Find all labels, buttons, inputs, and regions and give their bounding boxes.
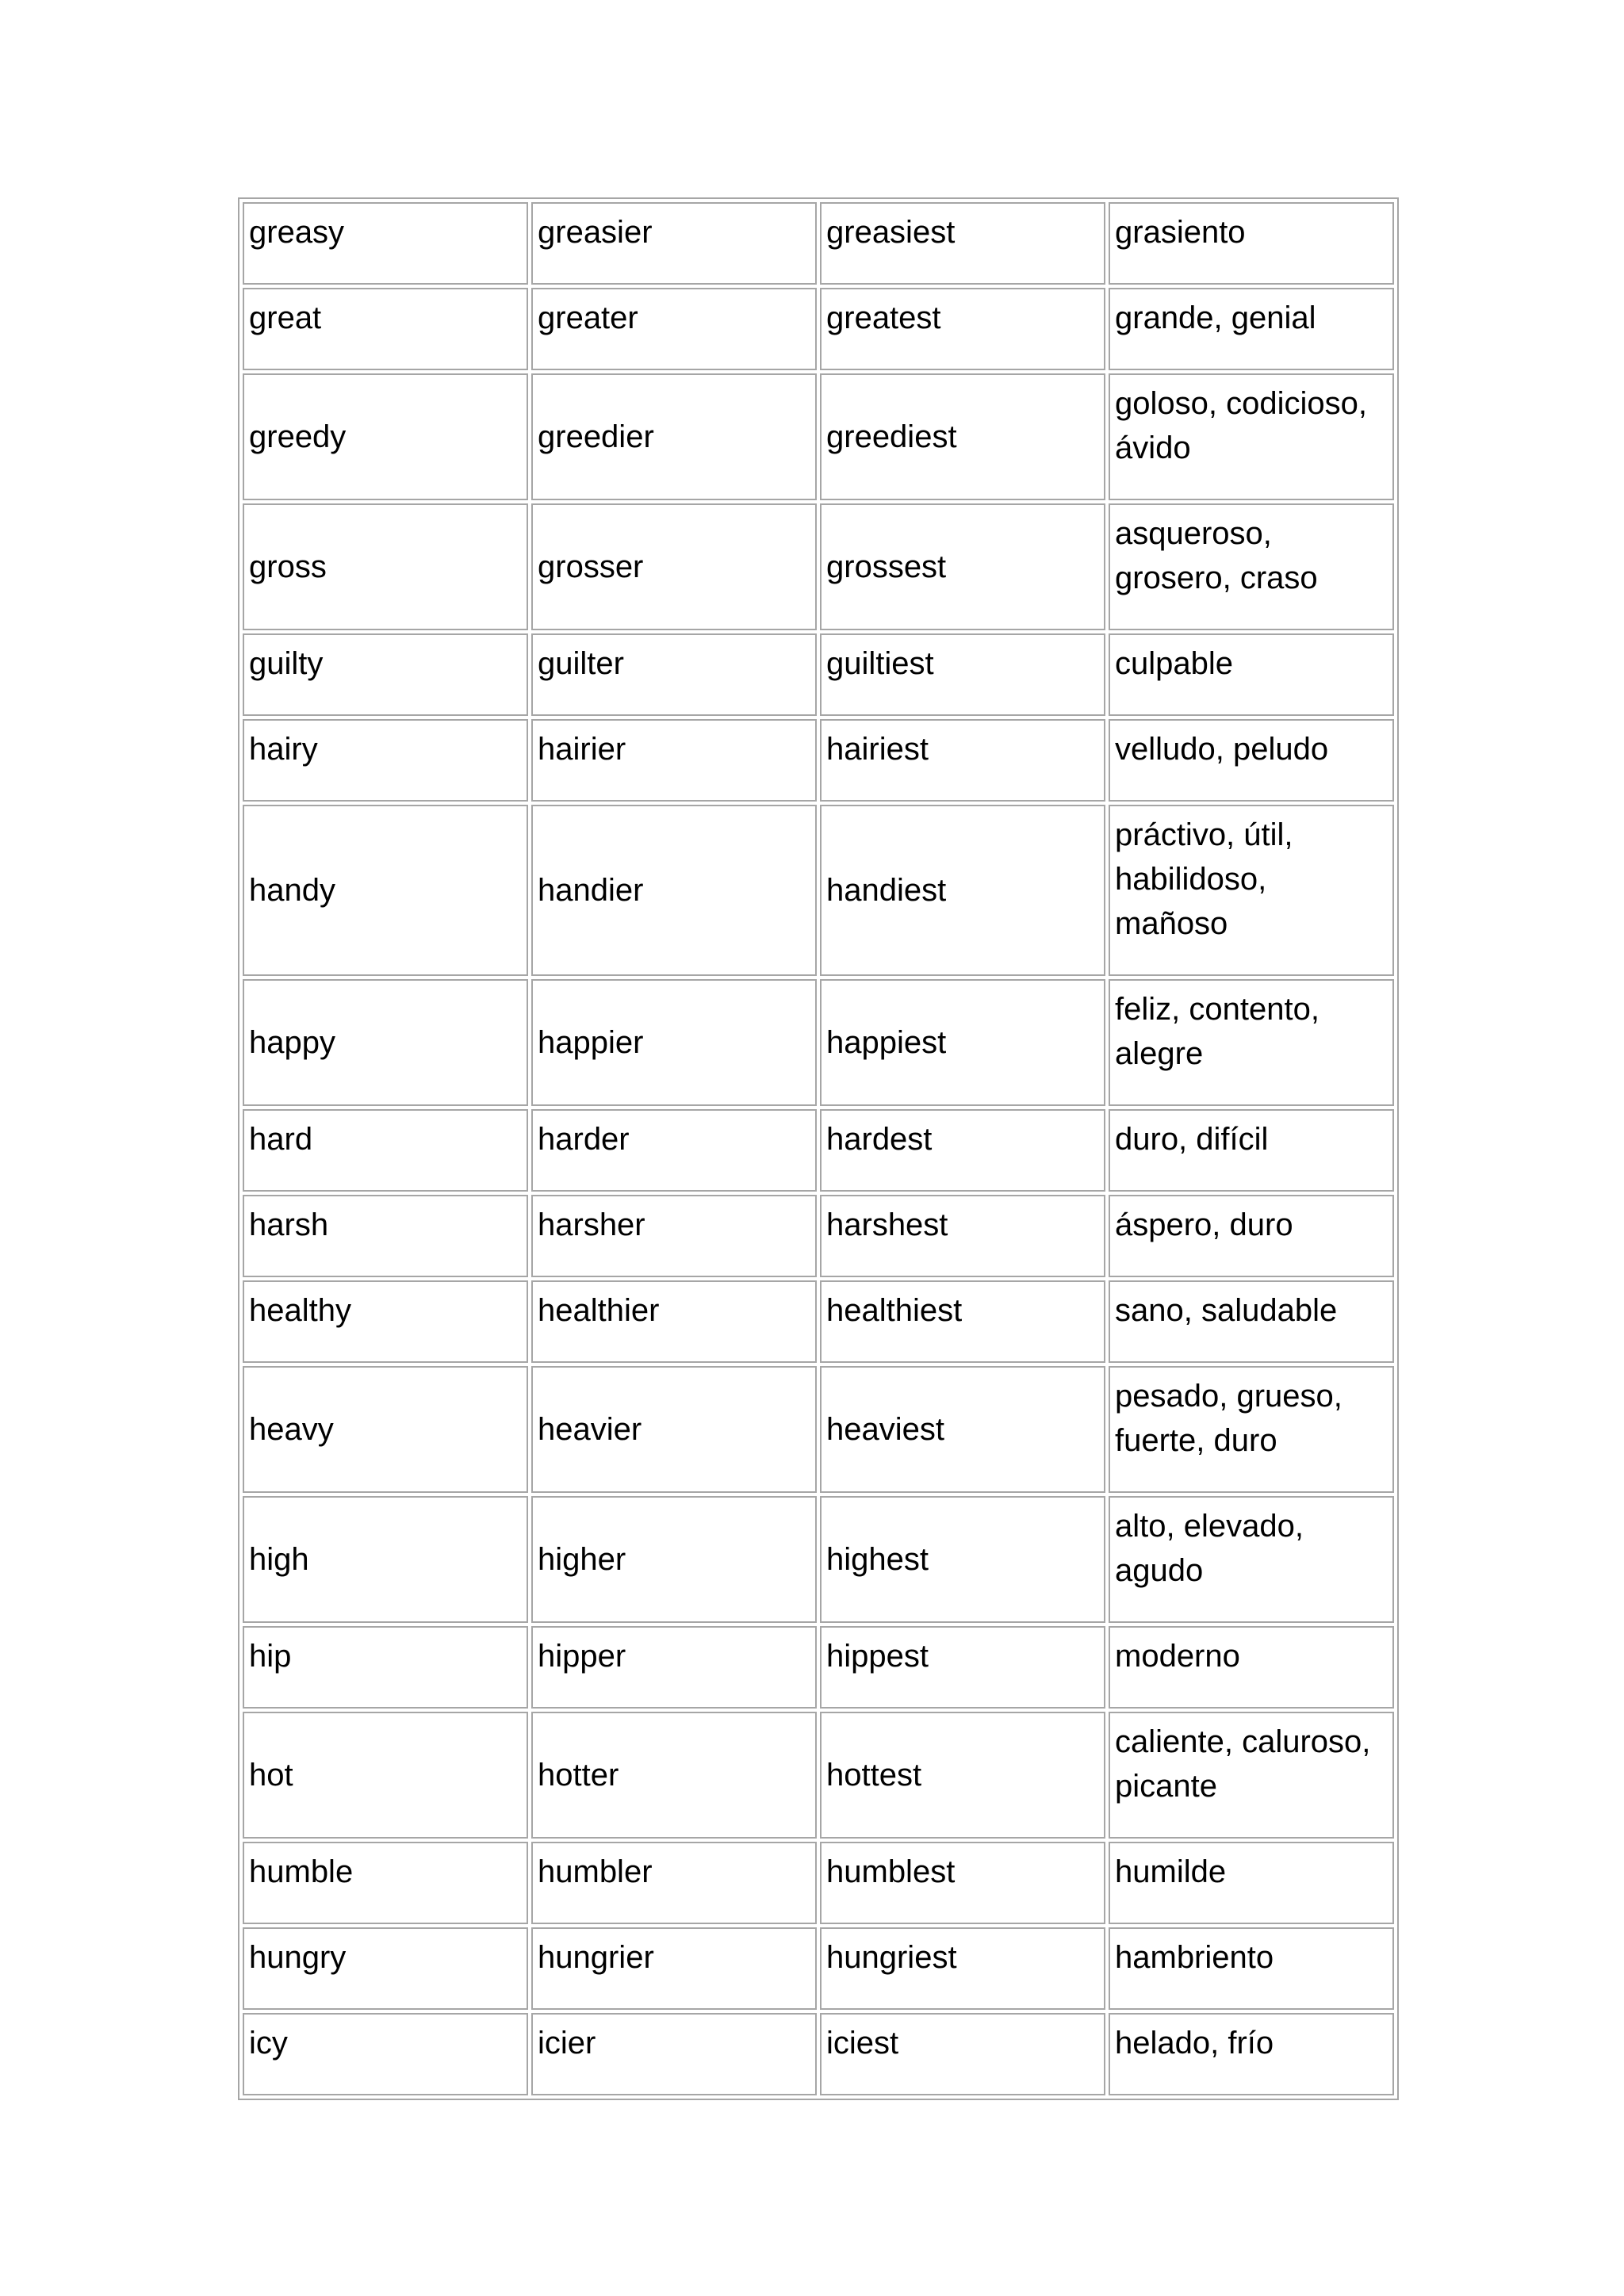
spanish-cell: áspero, duro bbox=[1109, 1195, 1394, 1277]
positive-cell: hot bbox=[243, 1712, 528, 1839]
superlative-cell: happiest bbox=[820, 979, 1105, 1106]
table-row bbox=[243, 1109, 1394, 1192]
positive-cell: icy bbox=[243, 2013, 528, 2095]
positive-cell: greedy bbox=[243, 373, 528, 500]
comparative-cell: greedier bbox=[531, 373, 817, 500]
superlative-cell: humblest bbox=[820, 1842, 1105, 1924]
positive-cell: happy bbox=[243, 979, 528, 1106]
positive-cell: hard bbox=[243, 1109, 528, 1192]
spanish-cell: hambriento bbox=[1109, 1927, 1394, 2010]
positive-cell: hip bbox=[243, 1626, 528, 1709]
spanish-cell: asqueroso, grosero, craso bbox=[1109, 503, 1394, 630]
table-row bbox=[243, 1927, 1394, 2010]
document-page bbox=[238, 197, 1399, 2100]
positive-cell: gross bbox=[243, 503, 528, 630]
table-row bbox=[243, 503, 1394, 630]
positive-cell: great bbox=[243, 288, 528, 370]
comparative-cell: grosser bbox=[531, 503, 817, 630]
spanish-cell: grasiento bbox=[1109, 202, 1394, 285]
spanish-cell: alto, elevado, agudo bbox=[1109, 1496, 1394, 1623]
spanish-cell: pesado, grueso, fuerte, duro bbox=[1109, 1366, 1394, 1493]
table-row bbox=[243, 1195, 1394, 1277]
superlative-cell: grossest bbox=[820, 503, 1105, 630]
superlative-cell: hungriest bbox=[820, 1927, 1105, 2010]
table-row bbox=[243, 2013, 1394, 2095]
table-row bbox=[243, 805, 1394, 976]
superlative-cell: guiltiest bbox=[820, 633, 1105, 716]
spanish-cell: goloso, codicioso, ávido bbox=[1109, 373, 1394, 500]
spanish-cell: duro, difícil bbox=[1109, 1109, 1394, 1192]
superlative-cell: greasiest bbox=[820, 202, 1105, 285]
positive-cell: guilty bbox=[243, 633, 528, 716]
comparative-cell: hungrier bbox=[531, 1927, 817, 2010]
spanish-cell: culpable bbox=[1109, 633, 1394, 716]
table-row bbox=[243, 1366, 1394, 1493]
spanish-cell: helado, frío bbox=[1109, 2013, 1394, 2095]
comparative-cell: humbler bbox=[531, 1842, 817, 1924]
spanish-cell: moderno bbox=[1109, 1626, 1394, 1709]
comparative-cell: hotter bbox=[531, 1712, 817, 1839]
spanish-cell: grande, genial bbox=[1109, 288, 1394, 370]
superlative-cell: hottest bbox=[820, 1712, 1105, 1839]
table-row bbox=[243, 1842, 1394, 1924]
positive-cell: healthy bbox=[243, 1280, 528, 1363]
positive-cell: handy bbox=[243, 805, 528, 976]
superlative-cell: hairiest bbox=[820, 719, 1105, 802]
table-row bbox=[243, 1626, 1394, 1709]
positive-cell: greasy bbox=[243, 202, 528, 285]
spanish-cell: caliente, caluroso, picante bbox=[1109, 1712, 1394, 1839]
spanish-cell: humilde bbox=[1109, 1842, 1394, 1924]
table-row bbox=[243, 979, 1394, 1106]
table-row bbox=[243, 1280, 1394, 1363]
comparative-cell: heavier bbox=[531, 1366, 817, 1493]
superlative-cell: harshest bbox=[820, 1195, 1105, 1277]
positive-cell: heavy bbox=[243, 1366, 528, 1493]
positive-cell: high bbox=[243, 1496, 528, 1623]
comparative-cell: higher bbox=[531, 1496, 817, 1623]
table-row bbox=[243, 1496, 1394, 1623]
table-row bbox=[243, 288, 1394, 370]
spanish-cell: sano, saludable bbox=[1109, 1280, 1394, 1363]
table-row bbox=[243, 719, 1394, 802]
table-row bbox=[243, 373, 1394, 500]
comparative-cell: hairier bbox=[531, 719, 817, 802]
spanish-cell: feliz, contento, alegre bbox=[1109, 979, 1394, 1106]
superlative-cell: hippest bbox=[820, 1626, 1105, 1709]
positive-cell: hairy bbox=[243, 719, 528, 802]
superlative-cell: greatest bbox=[820, 288, 1105, 370]
comparative-cell: harder bbox=[531, 1109, 817, 1192]
comparative-cell: hipper bbox=[531, 1626, 817, 1709]
superlative-cell: iciest bbox=[820, 2013, 1105, 2095]
comparative-cell: healthier bbox=[531, 1280, 817, 1363]
comparative-cell: harsher bbox=[531, 1195, 817, 1277]
positive-cell: harsh bbox=[243, 1195, 528, 1277]
superlative-cell: hardest bbox=[820, 1109, 1105, 1192]
comparative-cell: greater bbox=[531, 288, 817, 370]
table-row bbox=[243, 633, 1394, 716]
table-row bbox=[243, 1712, 1394, 1839]
comparative-cell: happier bbox=[531, 979, 817, 1106]
superlative-cell: heaviest bbox=[820, 1366, 1105, 1493]
superlative-cell: healthiest bbox=[820, 1280, 1105, 1363]
comparative-cell: icier bbox=[531, 2013, 817, 2095]
spanish-cell: práctivo, útil, habilidoso, mañoso bbox=[1109, 805, 1394, 976]
spanish-cell: velludo, peludo bbox=[1109, 719, 1394, 802]
superlative-cell: handiest bbox=[820, 805, 1105, 976]
adjective-comparison-table bbox=[238, 197, 1399, 2100]
positive-cell: hungry bbox=[243, 1927, 528, 2010]
comparative-cell: greasier bbox=[531, 202, 817, 285]
comparative-cell: guilter bbox=[531, 633, 817, 716]
table-row bbox=[243, 202, 1394, 285]
comparative-cell: handier bbox=[531, 805, 817, 976]
superlative-cell: greediest bbox=[820, 373, 1105, 500]
positive-cell: humble bbox=[243, 1842, 528, 1924]
superlative-cell: highest bbox=[820, 1496, 1105, 1623]
